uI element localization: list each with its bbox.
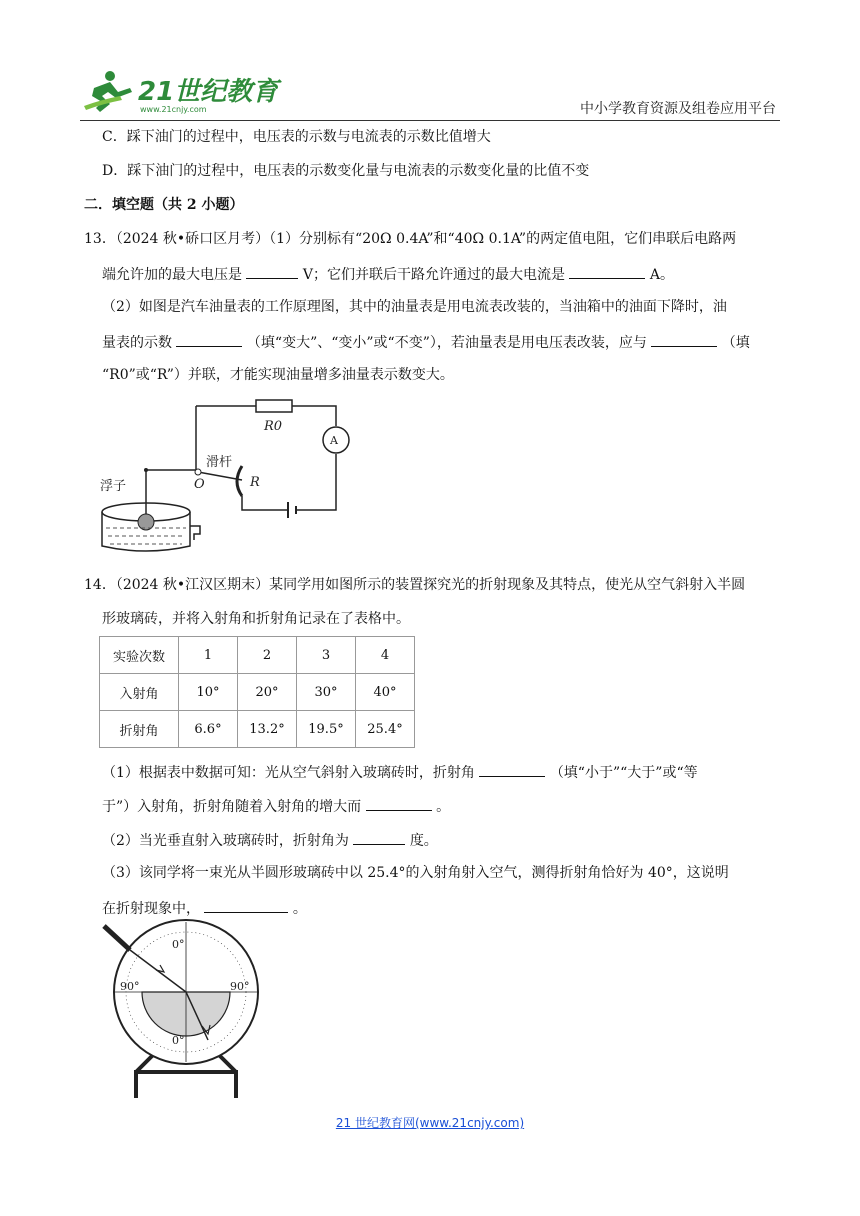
- table-cell: 3: [297, 637, 356, 674]
- fuel-gauge-circuit-figure: [96, 396, 360, 556]
- answer-blank[interactable]: [569, 264, 645, 279]
- answer-blank[interactable]: [204, 898, 288, 913]
- table-cell: 30°: [297, 674, 356, 711]
- answer-blank[interactable]: [479, 762, 545, 777]
- table-cell: 1: [179, 637, 238, 674]
- table-cell: 实验次数: [100, 637, 179, 674]
- svg-text:www.21cnjy.com: www.21cnjy.com: [140, 105, 207, 114]
- svg-text:浮子: 浮子: [100, 479, 127, 494]
- table-cell: 10°: [179, 674, 238, 711]
- q14-sub1-line2: 于”）入射角，折射角随着入射角的增大而 。: [102, 796, 450, 816]
- answer-blank[interactable]: [353, 830, 405, 845]
- answer-blank[interactable]: [176, 332, 242, 347]
- q13-line1: 13．（2024 秋•硚口区月考）（1）分别标有“20Ω 0.4A”和“40Ω 0.1A”的两定值电阻，它们串联后电路两: [84, 231, 737, 247]
- table-cell: 2: [238, 637, 297, 674]
- header-divider: [80, 120, 780, 121]
- table-cell: 25.4°: [356, 711, 415, 748]
- svg-text:90°: 90°: [120, 980, 140, 993]
- data-table: [99, 636, 415, 748]
- table-cell: 20°: [238, 674, 297, 711]
- rheostat-arc: [237, 466, 242, 496]
- site-logo: [80, 66, 279, 116]
- q13-line4: 量表的示数 （填“变大”、“变小”或“不变”），若油量表是用电压表改装，应与 （填: [102, 332, 750, 352]
- svg-text:0°: 0°: [172, 1034, 185, 1047]
- table-row: [100, 674, 415, 711]
- option-c: C．踩下油门的过程中，电压表的示数与电流表的示数比值增大: [102, 129, 491, 145]
- resistor-r0: [256, 400, 292, 412]
- table-cell: 4: [356, 637, 415, 674]
- q13-line2: 端允许加的最大电压是 V；它们并联后干路允许通过的最大电流是 A。: [102, 264, 674, 284]
- light-source: [104, 926, 130, 950]
- svg-text:O: O: [194, 477, 205, 492]
- refraction-disc-figure: [96, 922, 276, 1102]
- table-cell: 19.5°: [297, 711, 356, 748]
- q14-sub2: （2）当光垂直射入玻璃砖时，折射角为 度。: [102, 830, 438, 850]
- table-row: [100, 637, 415, 674]
- svg-text:滑杆: 滑杆: [206, 455, 233, 470]
- platform-name: 中小学教育资源及组卷应用平台: [580, 101, 776, 117]
- answer-blank[interactable]: [651, 332, 717, 347]
- svg-text:R: R: [250, 475, 260, 490]
- answer-blank[interactable]: [246, 264, 298, 279]
- footer-link[interactable]: 21 世纪教育网(www.21cnjy.com): [335, 1116, 525, 1130]
- option-d: D．踩下油门的过程中，电压表的示数变化量与电流表的示数变化量的比值不变: [102, 163, 590, 179]
- battery-icon: [288, 502, 296, 518]
- q14-line1: 14．（2024 秋•江汉区期末）某同学用如图所示的装置探究光的折射现象及其特点，使光从空气斜射入半圆: [84, 577, 746, 593]
- svg-text:90°: 90°: [230, 980, 250, 993]
- answer-blank[interactable]: [366, 796, 432, 811]
- table-cell: 折射角: [100, 711, 179, 748]
- q14-sub3-line1: （3）该同学将一束光从半圆形玻璃砖中以 25.4°的入射角射入空气，测得折射角恰好为 40°，这说明: [102, 865, 729, 881]
- svg-text:0°: 0°: [172, 938, 185, 951]
- table-cell: 40°: [356, 674, 415, 711]
- table-cell: 入射角: [100, 674, 179, 711]
- table-cell: 6.6°: [179, 711, 238, 748]
- footer: [0, 1114, 860, 1131]
- q13-line3: （2）如图是汽车油量表的工作原理图，其中的油量表是用电流表改装的，当油箱中的油面下降时，油: [102, 299, 727, 315]
- svg-text:A: A: [330, 434, 338, 447]
- table-cell: 13.2°: [238, 711, 297, 748]
- q13-line5: “R0”或“R”）并联，才能实现油量增多油量表示数变大。: [102, 367, 454, 383]
- q14-line2: 形玻璃砖，并将入射角和折射角记录在了表格中。: [102, 611, 410, 627]
- q14-sub1-line1: （1）根据表中数据可知：光从空气斜射入玻璃砖时，折射角 （填“小于”“大于”或“等: [102, 762, 698, 782]
- section-title: 二．填空题（共 2 小题）: [84, 197, 244, 213]
- svg-text:R0: R0: [264, 419, 283, 434]
- q14-sub3-line2: 在折射现象中， 。: [102, 898, 307, 918]
- svg-text:21世纪教育: 21世纪教育: [138, 77, 279, 107]
- table-row: [100, 711, 415, 748]
